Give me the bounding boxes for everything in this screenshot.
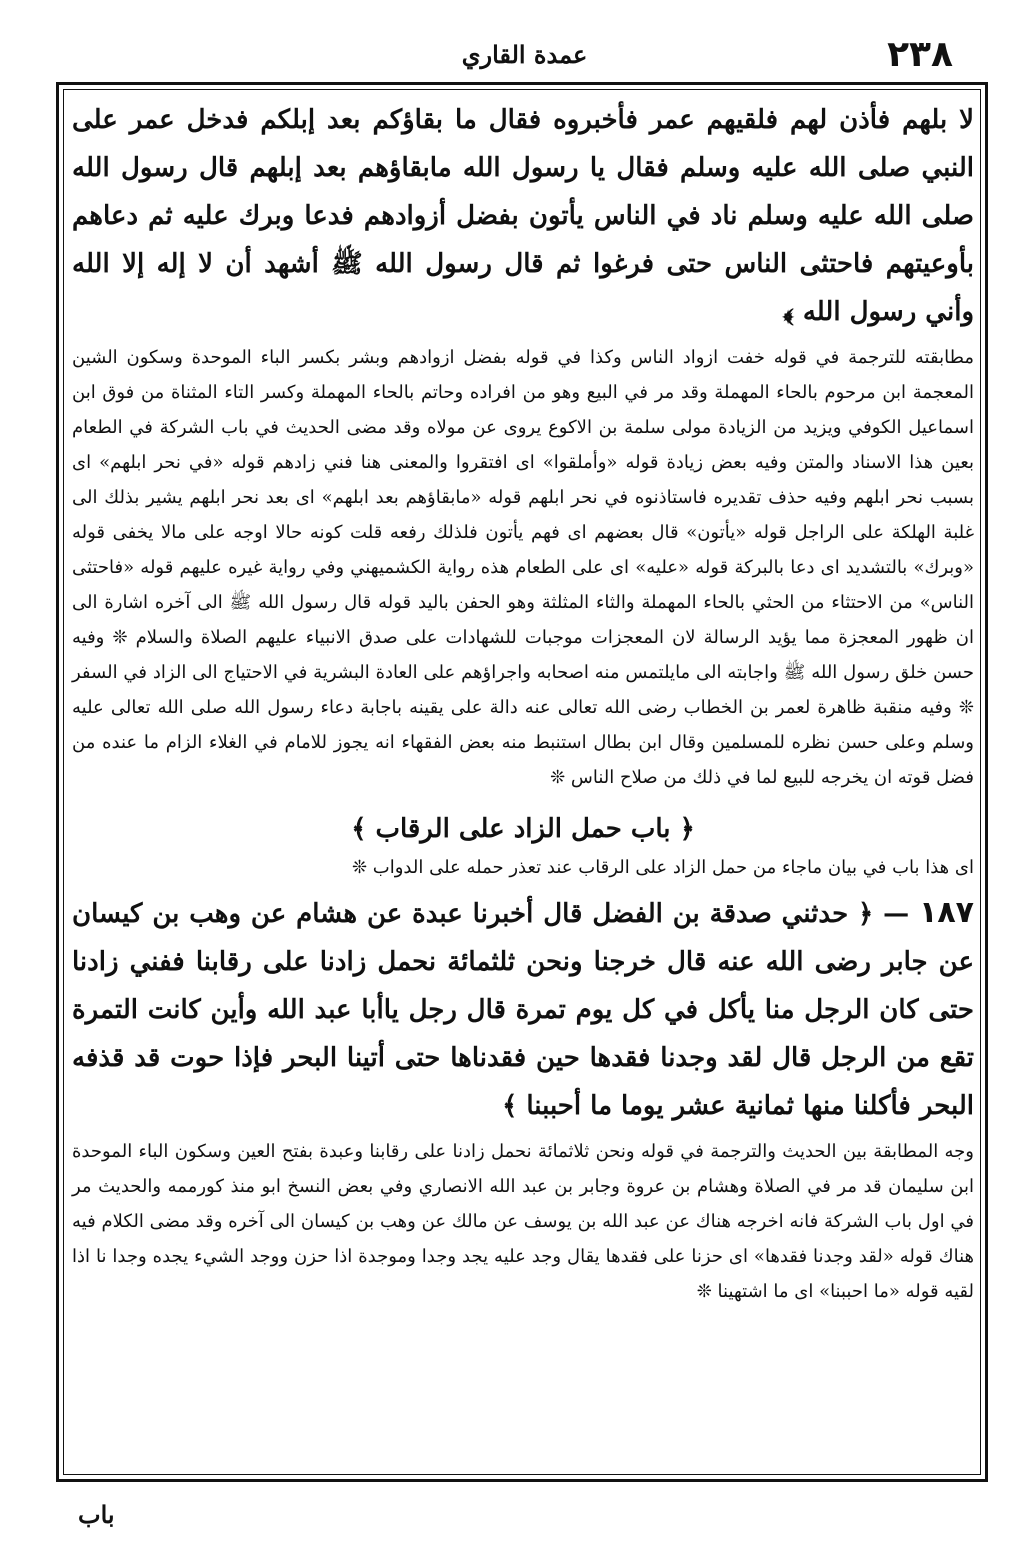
running-title: عمدة القاري xyxy=(461,40,588,69)
hadith-block xyxy=(72,889,974,1130)
hadith-text-continued: لا بلهم فأذن لهم فلقيهم عمر فأخبروه فقال ما بقاؤكم بعد إبلكم فدخل عمر على النبي صلى الله عليه وسلم فقال يا رسول الله مابقاؤهم بعد إبلهم قال رسول الله صلى الله عليه وسلم ناد في الناس يأتون بفضل أزوادهم فدعا وبرك عليه ثم دعاهم بأوعيتهم فاحتثى الناس حتى فرغوا ثم قال رسول الله ﷺ أشهد أن لا إله إلا الله وأني رسول الله ﴾ xyxy=(72,105,974,327)
page-header xyxy=(56,34,993,74)
hadith-text: — ﴿ حدثني صدقة بن الفضل قال أخبرنا عبدة عن هشام عن وهب بن كيسان عن جابر رضى الله عنه قال خرجنا ونحن ثلثمائة نحمل زادنا على رقابنا ففني زادنا حتى كان الرجل منا يأكل في كل يوم تمرة قال رجل ياأبا عبد الله وأين كانت التمرة تقع من الرجل قال لقد وجدنا فقدها حين فقدناها حتى أتينا البحر فإذا حوت قد قذفه البحر فأكلنا منها ثمانية عشر يوما ما أحببنا ﴾ xyxy=(72,899,974,1121)
commentary-paragraph-2: وجه المطابقة بين الحديث والترجمة في قوله ونحن ثلاثمائة نحمل زادنا على رقابنا وعبدة بفتح العين وسكون الباء الموحدة ابن سليمان قد مر في الصلاة وهشام بن عروة وجابر بن عبد الله الانصاري وفي بعض النسخ ابو منذ كورممه والحديث مر في اول باب الشركة فانه اخرجه هناك عن عبد الله بن يوسف عن مالك عن وهب بن كيسان الى آخره وقد مضى الكلام فيه هناك قوله «لقد وجدنا فقدها» اى حزنا على فقدها يقال وجد عليه يجد وجدا وموجدة اذا حزن ووجد الشيء يجده وجدا نا اذا لقيه قوله «ما احببنا» اى ما اشتهينا ❊ xyxy=(72,1141,974,1302)
chapter-description: اى هذا باب في بيان ماجاء من حمل الزاد على الرقاب عند تعذر حمله على الدواب ❊ xyxy=(351,857,974,878)
commentary-paragraph: مطابقته للترجمة في قوله خفت ازواد الناس وكذا في قوله بفضل ازوادهم وبشر بكسر الباء الموحدة وسكون الشين المعجمة ابن مرحوم بالحاء المهملة وقد مر في البيع وهو من افراده وحاتم بالحاء المهملة وكسر التاء المثناة من فوق ابن اسماعيل الكوفي ويزيد من الزيادة مولى سلمة بن الاكوع يروى عن مولاه وقد مضى الحديث في باب الشركة في الطعام بعين هذا الاسناد والمتن وفيه بعض زيادة قوله «وأملقوا» اى افتقروا والمعنى هنا فني زادهم قوله «في نحر ابلهم» اى بسبب نحر ابلهم وفيه حذف تقديره فاستاذنوه في نحر ابلهم قوله «مابقاؤهم بعد ابلهم» اى بعد نحر ابلهم يشير بذلك الى غلبة الهلكة على الراجل قوله «يأتون» قال بعضهم اى فهم يأتون فلذلك رفعه قلت كونه حالا اوجه على مالا يخفى قوله «وبرك» بالتشديد اى دعا بالبركة قوله «عليه» اى على الطعام هذه رواية الكشميهني وفي رواية غيره عليهم قوله «فاحتثى الناس» من الاحتثاء من الحثي بالحاء المهملة والثاء المثلثة وهو الحفن باليد قوله قال رسول الله ﷺ الى آخره اشارة الى ان ظهور المعجزة مما يؤيد الرسالة لان المعجزات موجبات للشهادات على صدق الانبياء عليهم الصلاة والسلام ❊ وفيه حسن خلق رسول الله ﷺ واجابته الى مايلتمس منه اصحابه واجراؤهم على العادة البشرية في الاحتياج الى الزاد في السفر ❊ وفيه منقبة ظاهرة لعمر بن الخطاب رضى الله تعالى عنه دالة على يقينه باجابة دعاء رسول الله صلى الله تعالى عليه وسلم وعلى حسن نظره للمسلمين وقال ابن بطال استنبط منه بعض الفقهاء انه يجوز للامام في الغلاء الزام ما عنده من فضل قوته ان يخرجه للبيع لما في ذلك من صلاح الناس ❊ xyxy=(72,347,974,788)
hadith-number: ١٨٧ xyxy=(919,895,974,930)
page-number: ٢٣٨ xyxy=(887,34,953,75)
page-content xyxy=(72,96,974,1309)
chapter-heading: ﴿ باب حمل الزاد على الرقاب ﴾ xyxy=(351,814,695,844)
catchword: باب xyxy=(78,1500,115,1529)
